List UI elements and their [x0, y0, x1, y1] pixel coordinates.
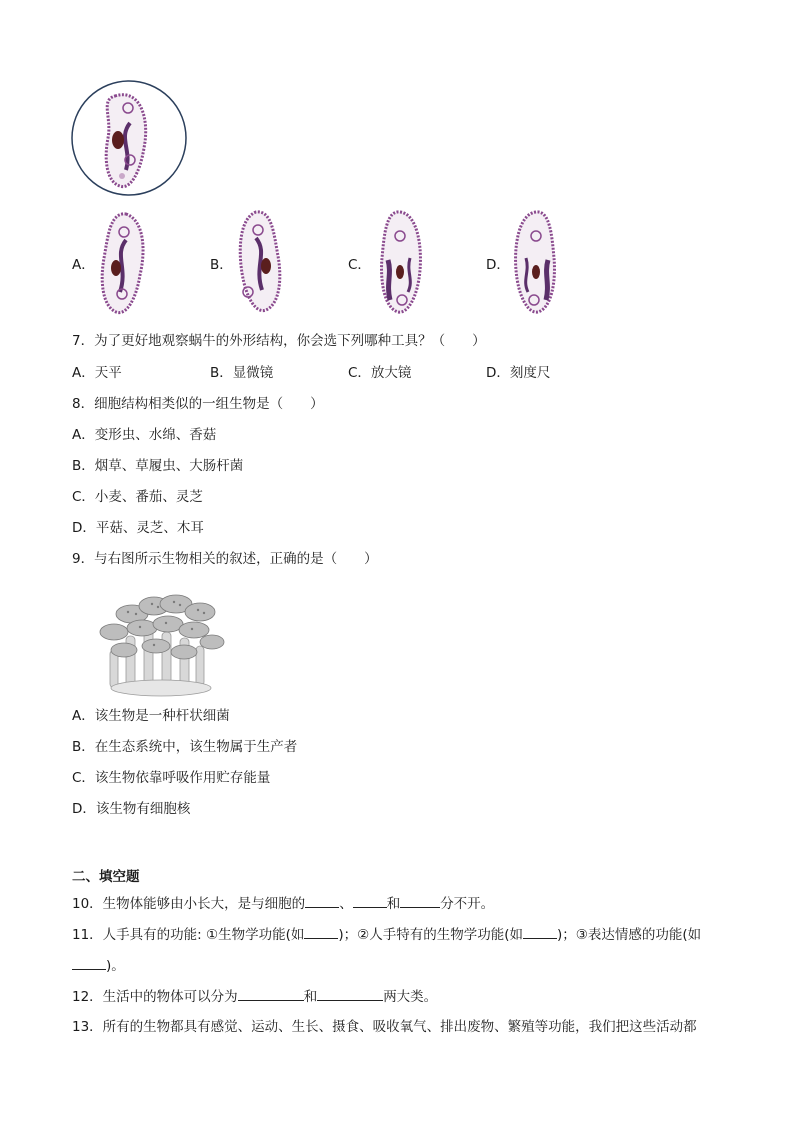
q7-stem: 7．为了更好地观察蜗牛的外形结构，你会选下列哪种工具？（ ） [72, 333, 486, 349]
q11-blank-2[interactable] [523, 925, 557, 939]
q11-text-b: )；②人手特有的生物学功能(如 [338, 927, 524, 943]
q13-stem: 13．所有的生物都具有感觉、运动、生长、摄食、吸收氧气、排出废物、繁殖等功能，我们把这些活动都 [72, 1019, 697, 1035]
q11 [72, 925, 701, 944]
q10-blank-3[interactable] [400, 894, 440, 908]
q12-text-c: 两大类。 [383, 989, 438, 1005]
q11-text-d: )。 [106, 958, 125, 974]
q12-blank-1[interactable] [238, 987, 304, 1001]
q6-option-d-label[interactable]: D． [486, 257, 510, 273]
q10-blank-2[interactable] [353, 894, 387, 908]
q9-option-a[interactable]: A．该生物是一种杆状细菌 [72, 708, 230, 724]
q11-blank-1[interactable] [304, 925, 338, 939]
q6-option-a-paramecium-icon[interactable] [96, 210, 148, 318]
paramecium-icon [106, 95, 146, 187]
q8-option-d[interactable]: D．平菇、灵芝、木耳 [72, 520, 204, 536]
q9-option-b[interactable]: B．在生态系统中，该生物属于生产者 [72, 739, 298, 755]
section-title-fill-in: 二、填空题 [72, 869, 140, 885]
q8-option-b[interactable]: B．烟草、草履虫、大肠杆菌 [72, 458, 244, 474]
q11-blank-3[interactable] [72, 956, 106, 970]
q12-blank-2[interactable] [317, 987, 383, 1001]
q6-option-c-paramecium-icon[interactable] [374, 208, 426, 316]
q12-text-a: 12．生活中的物体可以分为 [72, 989, 238, 1005]
q9-stem: 9．与右图所示生物相关的叙述，正确的是（ ） [72, 551, 378, 567]
q6-option-b-paramecium-icon[interactable] [234, 208, 286, 316]
q11-text-c: )；③表达情感的功能(如 [557, 927, 702, 943]
q12-text-b: 和 [303, 989, 318, 1005]
q8-stem: 8．细胞结构相类似的一组生物是（ ） [72, 396, 324, 412]
q6-option-c-label[interactable]: C． [348, 257, 371, 273]
q6-option-d-paramecium-icon[interactable] [510, 208, 562, 316]
q11-continued [72, 956, 125, 975]
q12 [72, 987, 437, 1006]
q7-option-d[interactable]: D．刻度尺 [486, 365, 551, 381]
q7-option-b[interactable]: B．显微镜 [210, 365, 274, 381]
q7-option-c[interactable]: C．放大镜 [348, 365, 412, 381]
q6-option-b-label[interactable]: B． [210, 257, 233, 273]
q10-text-c: 和 [386, 896, 401, 912]
q6-option-a-label[interactable]: A． [72, 257, 95, 273]
q10-text-a: 10．生物体能够由小长大，是与细胞的 [72, 896, 306, 912]
paramecium-reference-figure [70, 78, 190, 198]
q10 [72, 894, 494, 913]
q9-option-c[interactable]: C．该生物依靠呼吸作用贮存能量 [72, 770, 271, 786]
mushroom-cluster-figure [96, 588, 226, 698]
q8-option-a[interactable]: A．变形虫、水绵、香菇 [72, 427, 217, 443]
q8-option-c[interactable]: C．小麦、番茄、灵芝 [72, 489, 203, 505]
q10-blank-1[interactable] [305, 894, 339, 908]
q10-text-d: 分不开。 [440, 896, 495, 912]
q9-option-d[interactable]: D．该生物有细胞核 [72, 801, 191, 817]
q11-text-a: 11．人手具有的功能: ①生物学功能(如 [72, 927, 305, 943]
q10-text-b: 、 [339, 896, 353, 912]
q7-option-a[interactable]: A．天平 [72, 365, 122, 381]
